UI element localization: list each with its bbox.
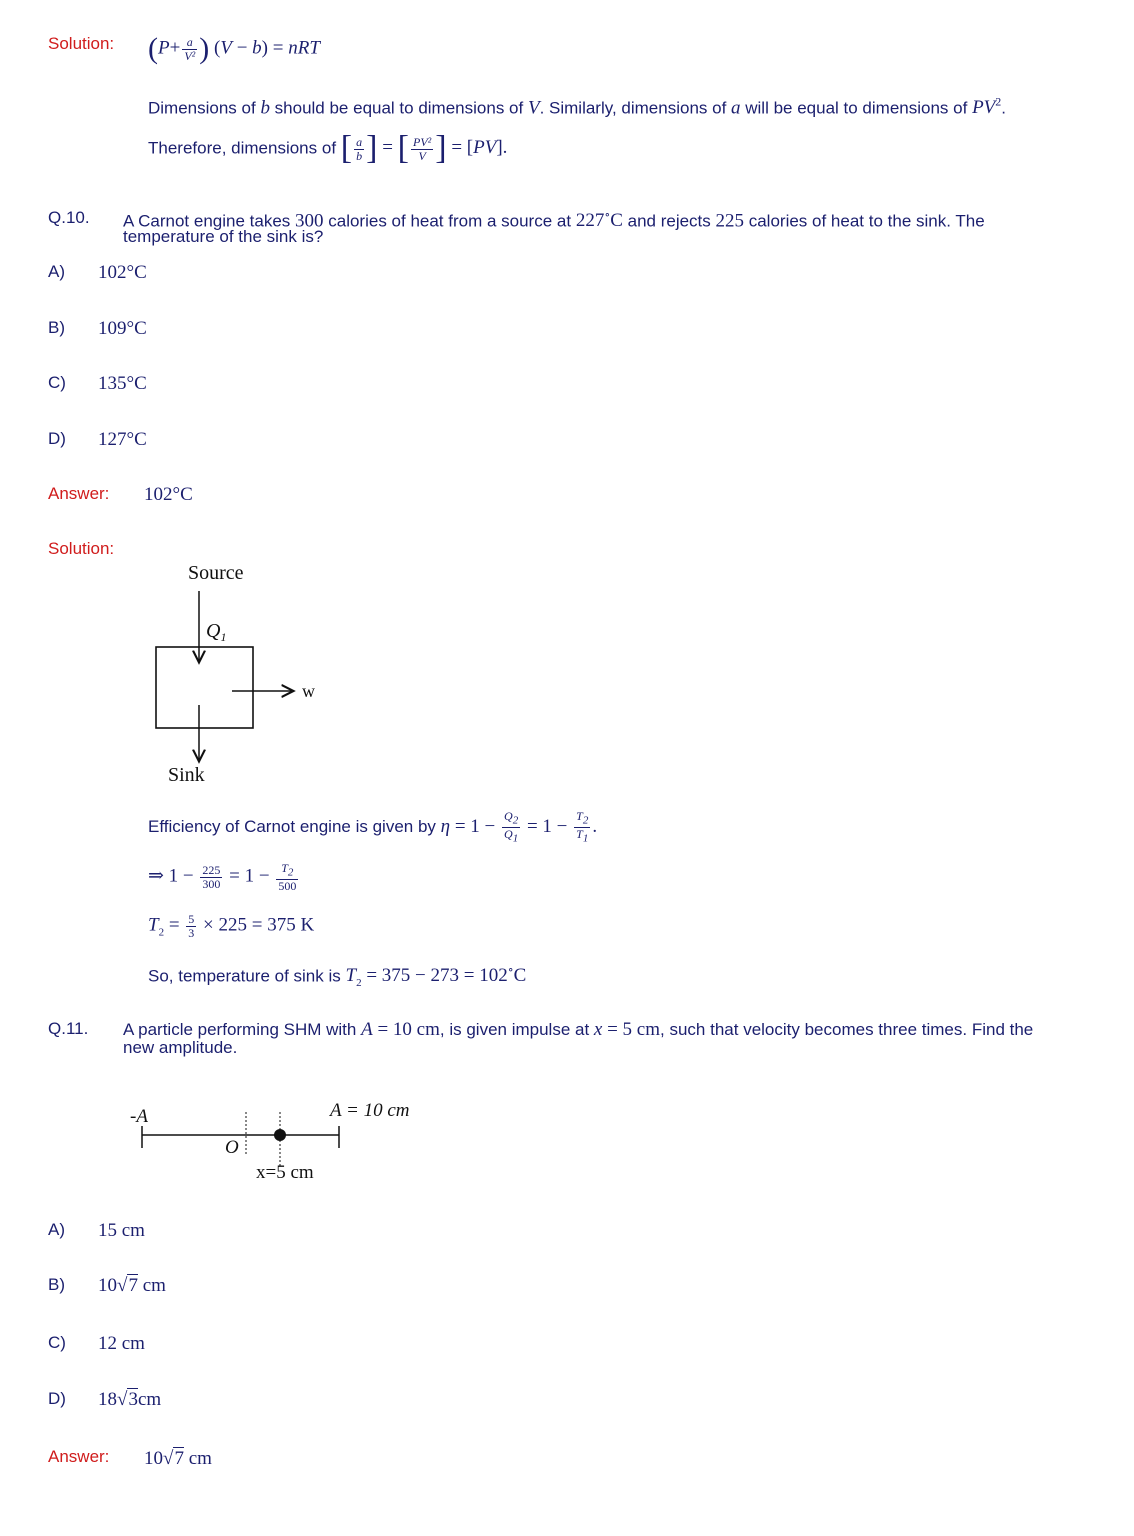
option-letter: B): [48, 318, 65, 337]
solution-label: Solution:: [48, 539, 115, 558]
source-label: Source: [188, 562, 244, 584]
answer-label: Answer:: [48, 1447, 110, 1466]
option-a-value[interactable]: 102°C: [98, 262, 147, 283]
option-d-value[interactable]: 18√3cm: [98, 1389, 162, 1410]
answer-value: 10√7 cm: [144, 1448, 212, 1469]
option-letter: D): [48, 1389, 66, 1408]
van-der-waals-equation: (P+ $\frac{a}{\text{V²}}$ ) (V − b) = nRT: [148, 32, 320, 65]
shm-diagram: [120, 1090, 440, 1190]
option-letter: D): [48, 429, 66, 448]
answer-label: Answer:: [48, 484, 110, 503]
option-b-value[interactable]: 109°C: [98, 318, 147, 339]
carnot-engine-diagram: [140, 555, 340, 790]
question-number: Q.10.: [48, 208, 90, 227]
option-letter: B): [48, 1275, 65, 1294]
question-text-line-2: temperature of the sink is?: [123, 227, 324, 246]
option-letter: C): [48, 373, 66, 392]
option-letter: C): [48, 1333, 66, 1352]
particle-dot: [274, 1129, 286, 1141]
option-letter: A): [48, 262, 65, 281]
option-c-value[interactable]: 135°C: [98, 373, 147, 394]
answer-value: 102°C: [144, 484, 193, 505]
x-position-label: x=5 cm: [256, 1162, 314, 1183]
question-text-line-1: A Carnot engine takes 300 calories of heat from a source at 227∘C and rejects 225 calories of heat to the sink. The: [123, 208, 985, 232]
option-a-value[interactable]: 15 cm: [98, 1220, 145, 1241]
option-c-value[interactable]: 12 cm: [98, 1333, 145, 1354]
option-b-value[interactable]: 10√7 cm: [98, 1275, 166, 1296]
dimension-conclusion: Therefore, dimensions of [ $\frac{a}{b}$ ] = [ $\frac{\text{PV²}}{V}$ ] = [PV].: [148, 130, 508, 167]
pos-amplitude-label: A = 10 cm: [330, 1100, 410, 1121]
q1-label: $Q_1$: [206, 620, 227, 644]
question-text-line-2: new amplitude.: [123, 1038, 238, 1057]
neg-amplitude-label: -A: [130, 1106, 148, 1127]
solution-label: Solution:: [48, 34, 115, 53]
sink-label: Sink: [168, 764, 205, 786]
sink-temperature-conclusion: So, temperature of sink is $T_2 = 375 - 273 = 102^\circ C$: [148, 963, 527, 990]
engine-box: [156, 647, 253, 728]
option-d-value[interactable]: 127°C: [98, 429, 147, 450]
question-number: Q.11.: [48, 1019, 89, 1038]
work-label: w: [302, 681, 315, 701]
option-letter: A): [48, 1220, 65, 1239]
question-text-line-1: A particle performing SHM with A = 10 cm, is given impulse at x = 5 cm, such that velocity becomes three times. Find the: [123, 1019, 1034, 1040]
origin-label: O: [225, 1137, 239, 1158]
efficiency-step: ⇒ 1 − $\frac{225}{300}$ = 1 − $\frac{T_2}{500}$: [148, 861, 297, 893]
sink-temperature-kelvin: $T_2$ = $\frac{5}{3}$ × 225 = 375 K: [148, 912, 315, 940]
efficiency-formula: Efficiency of Carnot engine is given by η = 1 − $\frac{Q_2}{Q_1}$ = 1 − $\frac{T_2}{T_1}$ .: [148, 809, 598, 845]
dimension-statement: Dimensions of b should be equal to dimensions of V. Similarly, dimensions of a will be equal to dimensions of $PV^2$.: [148, 95, 1007, 119]
